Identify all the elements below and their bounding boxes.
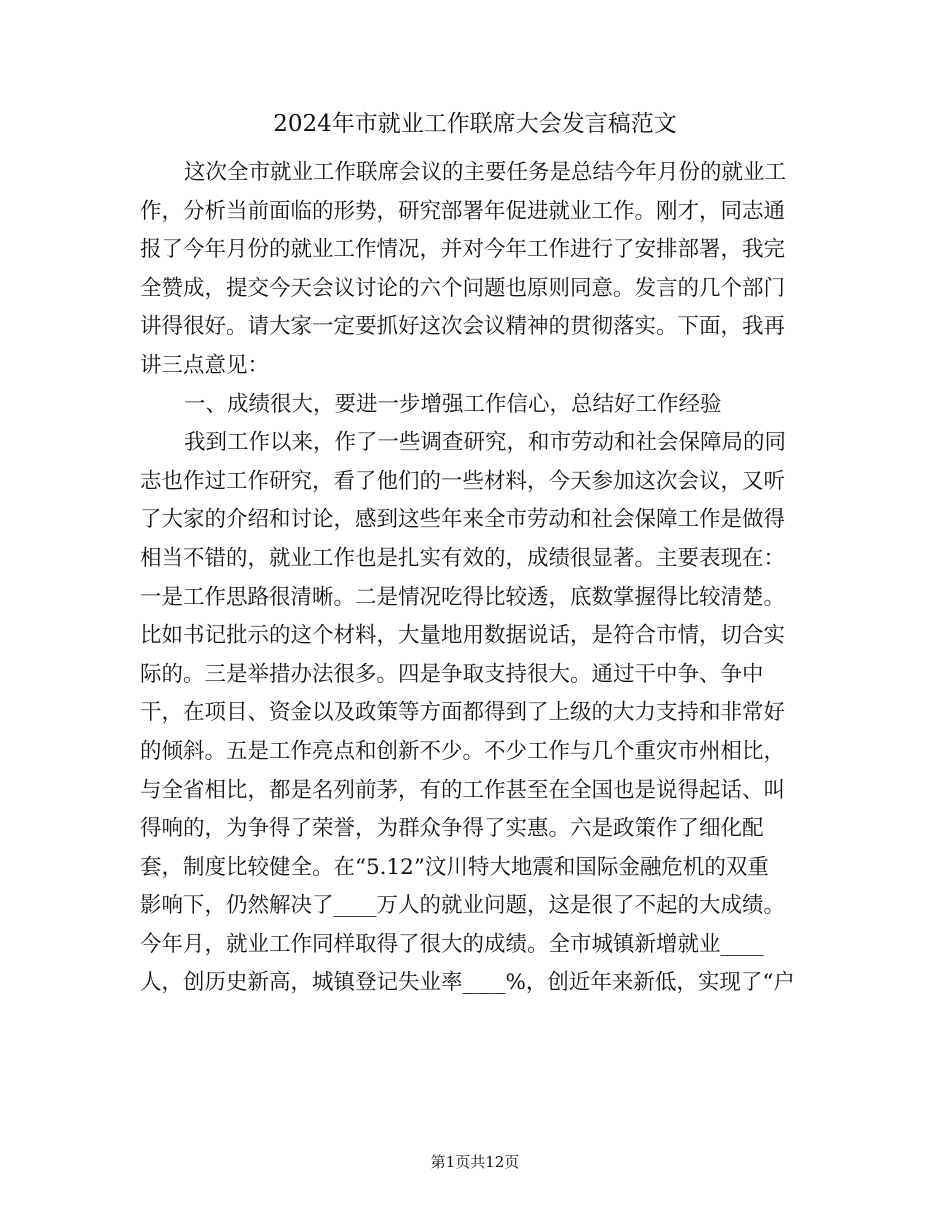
paragraph-line: 全赞成，提交今天会议讨论的六个问题也原则同意。发言的几个部门 — [140, 275, 786, 301]
paragraph-line: 一是工作思路很清晰。二是情况吃得比较透，底数掌握得比较清楚。 — [140, 584, 786, 610]
paragraph-line: 际的。三是举措办法很多。四是争取支持很大。通过干中争、争中 — [140, 661, 764, 687]
document-body — [140, 154, 800, 1003]
paragraph-line: 得响的，为争得了荣誉，为群众争得了实惠。六是政策作了细化配 — [140, 816, 764, 842]
paragraph-line: 讲得很好。请大家一定要抓好这次会议精神的贯彻落实。下面，我再 — [140, 314, 786, 340]
paragraph-line: 套，制度比较健全。在“5.12”汶川特大地震和国际金融危机的双重 — [140, 854, 769, 880]
paragraph-line: 的倾斜。五是工作亮点和创新不少。不少工作与几个重灾市州相比， — [140, 738, 786, 764]
paragraph-line: 报了今年月份的就业工作情况，并对今年工作进行了安排部署，我完 — [140, 237, 786, 263]
paragraph-line: 了大家的介绍和讨论，感到这些年来全市劳动和社会保障工作是做得 — [140, 507, 786, 533]
paragraph-line: 比如书记批示的这个材料，大量地用数据说话，是符合市情，切合实 — [140, 623, 786, 649]
paragraph-line: 我到工作以来，作了一些调查研究，和市劳动和社会保障局的同 — [184, 430, 787, 456]
section-heading: 一、成绩很大，要进一步增强工作信心，总结好工作经验 — [184, 391, 722, 417]
paragraph-line: 干，在项目、资金以及政策等方面都得到了上级的大力支持和非常好 — [140, 700, 786, 726]
paragraph-line: 志也作过工作研究，看了他们的一些材料，今天参加这次会议，又听 — [140, 468, 786, 494]
document-title: 2024年市就业工作联席大会发言稿范文 — [273, 111, 677, 137]
paragraph-line: 人，创历史新高，城镇登记失业率____%，创近年来新低，实现了“户 — [140, 970, 795, 996]
paragraph-line: 与全省相比，都是名列前茅，有的工作甚至在全国也是说得起话、叫 — [140, 777, 786, 803]
paragraph-line: 相当不错的，就业工作也是扎实有效的，成绩很显著。主要表现在： — [140, 545, 786, 571]
paragraph-line: 讲三点意见： — [140, 352, 270, 378]
paragraph-line: 作，分析当前面临的形势，研究部署年促进就业工作。刚才，同志通 — [140, 198, 786, 224]
paragraph-line: 今年月，就业工作同样取得了很大的成绩。全市城镇新增就业____ — [140, 931, 764, 957]
page-number: 第1页共12页 — [430, 1153, 520, 1171]
paragraph-line: 影响下，仍然解决了____万人的就业问题，这是很了不起的大成绩。 — [140, 893, 786, 919]
paragraph-line: 这次全市就业工作联席会议的主要任务是总结今年月份的就业工 — [184, 160, 787, 185]
